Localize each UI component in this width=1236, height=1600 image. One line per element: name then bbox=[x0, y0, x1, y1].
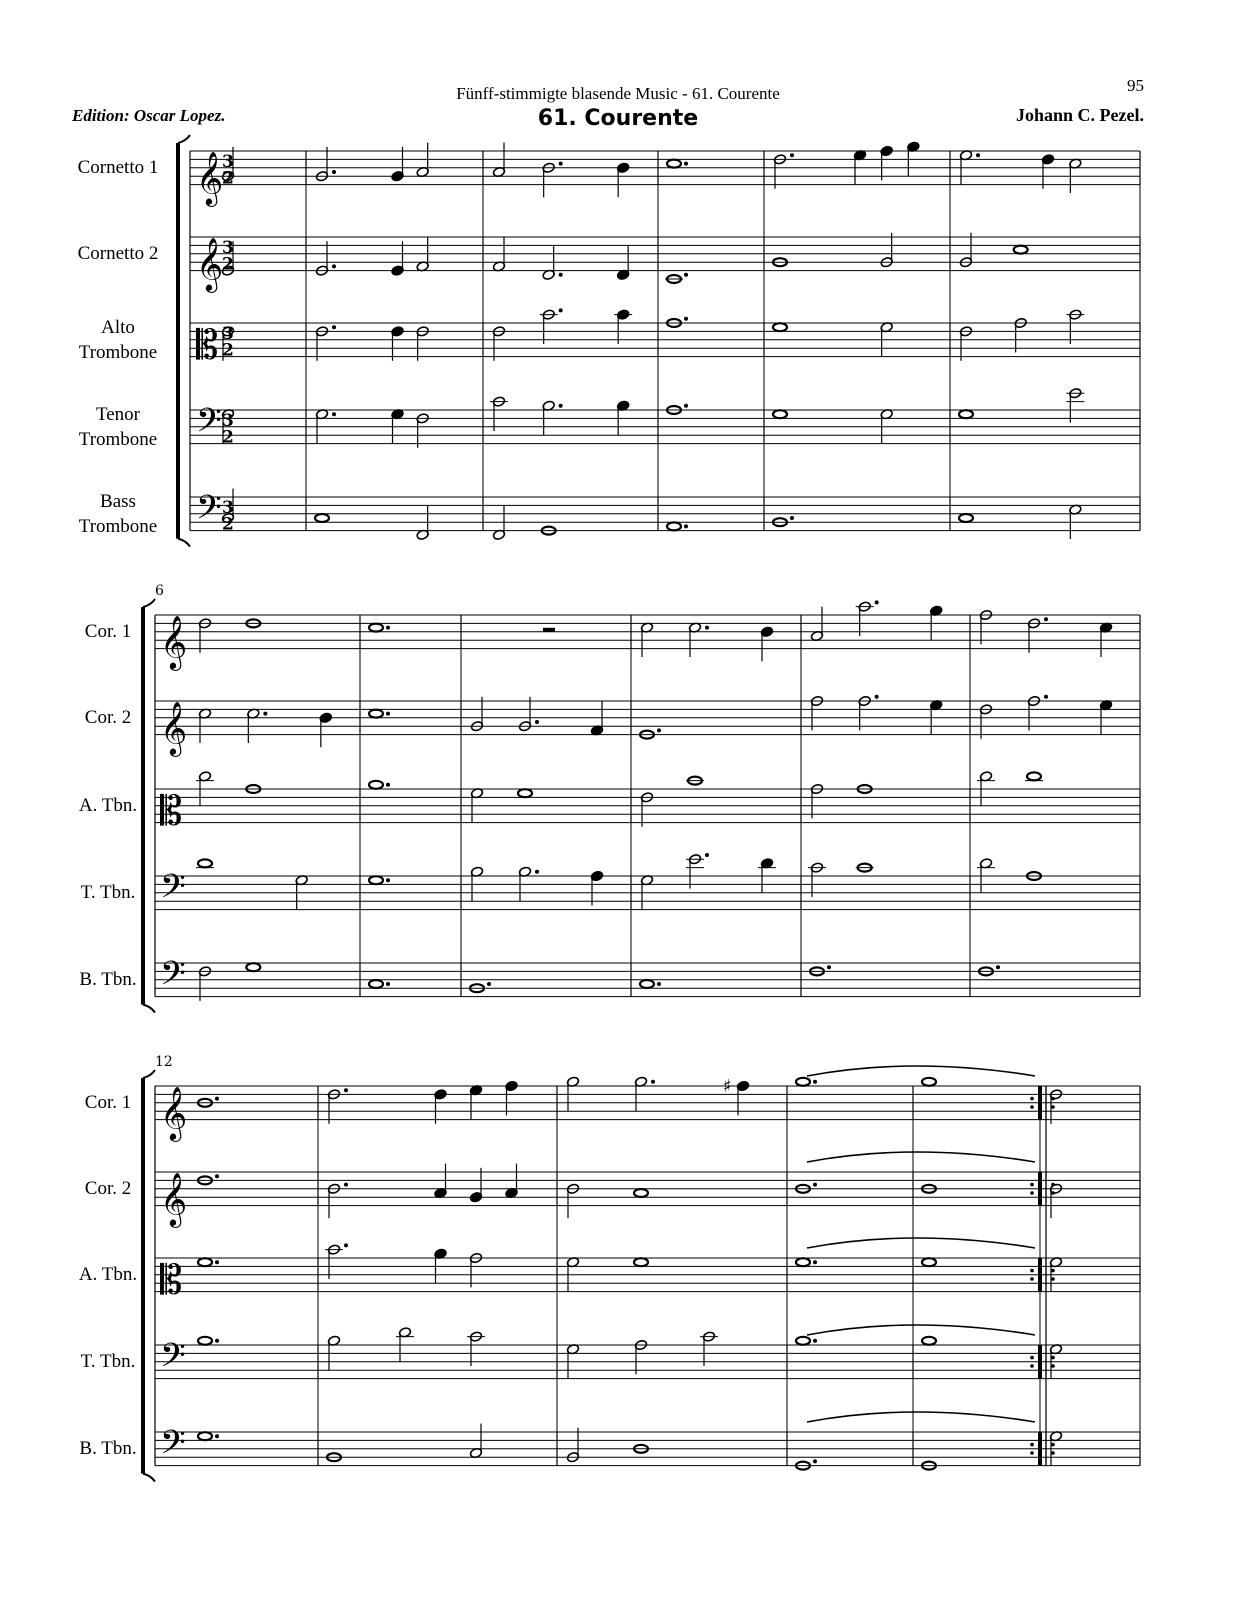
tie bbox=[807, 1325, 1035, 1335]
staff bbox=[155, 1412, 1140, 1470]
augmentation-dot bbox=[215, 1097, 219, 1101]
instrument-label-line: Trombone bbox=[78, 341, 158, 363]
instrument-label-line: A. Tbn. bbox=[78, 795, 138, 817]
repeat-dot bbox=[1051, 1277, 1055, 1281]
instrument-label-line: Cor. 1 bbox=[84, 621, 132, 643]
instrument-label-line: Cornetto 2 bbox=[77, 243, 159, 265]
augmentation-dot bbox=[705, 853, 709, 857]
augmentation-dot bbox=[535, 870, 539, 874]
augmentation-dot bbox=[705, 626, 709, 630]
instrument-label-line: Cor. 2 bbox=[84, 707, 132, 729]
augmentation-dot bbox=[332, 170, 336, 174]
note-head bbox=[369, 624, 383, 632]
note-head bbox=[796, 1258, 810, 1266]
system-1 bbox=[178, 135, 1140, 547]
note-head bbox=[198, 859, 212, 867]
time-signature-bottom: 2 bbox=[222, 427, 234, 448]
time-signature-bottom: 2 bbox=[222, 514, 234, 535]
note-head bbox=[922, 1078, 936, 1086]
note-head bbox=[1014, 246, 1028, 254]
bass-clef: 𝄢 bbox=[160, 868, 186, 915]
repeat-dot bbox=[1030, 1269, 1034, 1273]
augmentation-dot bbox=[487, 982, 491, 986]
instrument-label-line: B. Tbn. bbox=[79, 969, 137, 991]
augmentation-dot bbox=[386, 712, 390, 716]
time-signature-top: 3 bbox=[222, 497, 234, 518]
augmentation-dot bbox=[827, 965, 831, 969]
augmentation-dot bbox=[215, 1339, 219, 1343]
augmentation-dot bbox=[559, 273, 563, 277]
augmentation-dot bbox=[332, 325, 336, 329]
note-head bbox=[640, 980, 654, 988]
augmentation-dot bbox=[651, 1080, 655, 1084]
note-head bbox=[959, 514, 973, 522]
repeat-dot bbox=[1030, 1191, 1034, 1195]
alto-clef: 𝄡 bbox=[160, 788, 183, 835]
repeat-dot bbox=[1051, 1183, 1055, 1187]
augmentation-dot bbox=[657, 982, 661, 986]
augmentation-dot bbox=[684, 524, 688, 528]
note-head bbox=[369, 980, 383, 988]
staff bbox=[155, 695, 1140, 757]
note-head bbox=[1027, 772, 1041, 780]
instrument-label-line: B. Tbn. bbox=[79, 1438, 137, 1460]
instrument-label-line: Cor. 2 bbox=[84, 1178, 132, 1200]
repeat-dot bbox=[1051, 1451, 1055, 1455]
repeat-dot bbox=[1051, 1105, 1055, 1109]
sharp-accidental: ♯ bbox=[723, 1076, 732, 1097]
note-head bbox=[246, 963, 260, 971]
instrument-label-line: Cor. 1 bbox=[84, 1092, 132, 1114]
tie bbox=[807, 1412, 1035, 1422]
staff bbox=[190, 489, 1140, 541]
bracket-bottom bbox=[143, 1005, 155, 1013]
repeat-dot bbox=[1051, 1097, 1055, 1101]
time-signature-top: 3 bbox=[222, 410, 234, 431]
staff bbox=[155, 853, 1140, 914]
repeat-dot bbox=[1030, 1364, 1034, 1368]
staff bbox=[155, 955, 1140, 1001]
augmentation-dot bbox=[215, 1434, 219, 1438]
page-number: 95 bbox=[1127, 76, 1144, 95]
augmentation-dot bbox=[559, 404, 563, 408]
bass-clef: 𝄢 bbox=[196, 402, 222, 449]
note-head bbox=[369, 710, 383, 718]
repeat-dot bbox=[1030, 1097, 1034, 1101]
bracket-bottom bbox=[178, 539, 190, 547]
tie bbox=[807, 1066, 1035, 1076]
staff bbox=[155, 1066, 1140, 1142]
augmentation-dot bbox=[386, 783, 390, 787]
note-head bbox=[773, 323, 787, 331]
instrument-label-line: Alto bbox=[101, 316, 135, 338]
augmentation-dot bbox=[813, 1459, 817, 1463]
note-head bbox=[796, 1078, 810, 1086]
augmentation-dot bbox=[684, 317, 688, 321]
system-3 bbox=[143, 1054, 1140, 1482]
repeat-dot bbox=[1051, 1191, 1055, 1195]
augmentation-dot bbox=[684, 404, 688, 408]
treble-clef: 𝄞 bbox=[160, 700, 188, 755]
note-head bbox=[198, 1432, 212, 1440]
augmentation-dot bbox=[344, 1088, 348, 1092]
augmentation-dot bbox=[657, 728, 661, 732]
augmentation-dot bbox=[559, 162, 563, 166]
augmentation-dot bbox=[996, 965, 1000, 969]
bass-clef: 𝄢 bbox=[160, 955, 186, 1002]
note-head bbox=[959, 410, 973, 418]
measure-number: 6 bbox=[155, 583, 164, 599]
augmentation-dot bbox=[1044, 695, 1048, 699]
bracket-bottom bbox=[143, 1474, 155, 1482]
time-signature-bottom: 2 bbox=[222, 168, 234, 189]
repeat-dot bbox=[1030, 1451, 1034, 1455]
system-2 bbox=[143, 583, 1140, 1013]
edition-credit: Edition: Oscar Lopez. bbox=[72, 106, 226, 125]
running-header: Fünff-stimmigte blasende Music - 61. Courente bbox=[456, 84, 780, 103]
note-head bbox=[369, 876, 383, 884]
augmentation-dot bbox=[813, 1260, 817, 1264]
bracket-top bbox=[178, 135, 190, 143]
instrument-label-line: T. Tbn. bbox=[80, 882, 136, 904]
augmentation-dot bbox=[215, 1260, 219, 1264]
repeat-dot bbox=[1030, 1277, 1034, 1281]
note-head bbox=[369, 781, 383, 789]
note-head bbox=[922, 1337, 936, 1345]
augmentation-dot bbox=[344, 1183, 348, 1187]
augmentation-dot bbox=[976, 153, 980, 157]
instrument-label-line: Tenor bbox=[95, 403, 141, 425]
tie bbox=[807, 1238, 1035, 1248]
note-head bbox=[634, 1258, 648, 1266]
instrument-label-line: Trombone bbox=[78, 428, 158, 450]
staff bbox=[155, 1152, 1140, 1228]
note-head bbox=[198, 1258, 212, 1266]
treble-clef: 𝄞 bbox=[160, 614, 188, 669]
note-head bbox=[518, 789, 532, 797]
note-head bbox=[773, 410, 787, 418]
augmentation-dot bbox=[684, 273, 688, 277]
bracket-top bbox=[143, 599, 155, 607]
augmentation-dot bbox=[813, 1183, 817, 1187]
augmentation-dot bbox=[215, 1174, 219, 1178]
augmentation-dot bbox=[332, 412, 336, 416]
bracket-top bbox=[143, 1070, 155, 1078]
whole-rest bbox=[543, 628, 555, 632]
repeat-dot bbox=[1030, 1443, 1034, 1447]
instrument-label-line: A. Tbn. bbox=[78, 1264, 138, 1286]
treble-clef: 𝄞 bbox=[160, 1171, 188, 1226]
augmentation-dot bbox=[559, 308, 563, 312]
staff bbox=[190, 233, 1140, 293]
note-head bbox=[796, 1337, 810, 1345]
augmentation-dot bbox=[344, 1243, 348, 1247]
augmentation-dot bbox=[875, 695, 879, 699]
repeat-dot bbox=[1030, 1356, 1034, 1360]
time-signature-bottom: 2 bbox=[222, 254, 234, 275]
note-head bbox=[667, 160, 681, 168]
augmentation-dot bbox=[332, 264, 336, 268]
staff bbox=[155, 600, 1140, 670]
tie bbox=[807, 1152, 1035, 1162]
instrument-label-line: Bass bbox=[100, 490, 136, 512]
note-head bbox=[315, 514, 329, 522]
measure-number: 12 bbox=[155, 1054, 173, 1070]
augmentation-dot bbox=[790, 516, 794, 520]
staff bbox=[190, 308, 1140, 368]
staff bbox=[155, 1325, 1140, 1383]
augmentation-dot bbox=[1044, 617, 1048, 621]
time-signature-top: 3 bbox=[222, 151, 234, 172]
time-signature-top: 3 bbox=[222, 237, 234, 258]
repeat-dot bbox=[1030, 1183, 1034, 1187]
augmentation-dot bbox=[386, 878, 390, 882]
augmentation-dot bbox=[813, 1080, 817, 1084]
composer-credit: Johann C. Pezel. bbox=[1016, 105, 1144, 125]
staff bbox=[190, 141, 1140, 206]
treble-clef: 𝄞 bbox=[196, 150, 224, 205]
repeat-dot bbox=[1051, 1356, 1055, 1360]
augmentation-dot bbox=[790, 153, 794, 157]
time-signature-top: 3 bbox=[222, 323, 234, 344]
augmentation-dot bbox=[875, 600, 879, 604]
alto-clef: 𝄡 bbox=[160, 1257, 183, 1304]
note-head bbox=[667, 522, 681, 530]
piece-title: 61. Courente bbox=[537, 106, 699, 131]
time-signature-bottom: 2 bbox=[222, 340, 234, 361]
note-head bbox=[198, 1337, 212, 1345]
augmentation-dot bbox=[684, 162, 688, 166]
staff bbox=[155, 771, 1140, 835]
augmentation-dot bbox=[813, 1339, 817, 1343]
augmentation-dot bbox=[263, 712, 267, 716]
augmentation-dot bbox=[535, 720, 539, 724]
note-head bbox=[922, 1258, 936, 1266]
instrument-label-line: Cornetto 1 bbox=[77, 157, 159, 179]
treble-clef: 𝄞 bbox=[196, 236, 224, 291]
note-head bbox=[634, 1189, 648, 1197]
repeat-dot bbox=[1051, 1443, 1055, 1447]
repeat-dot bbox=[1030, 1105, 1034, 1109]
treble-clef: 𝄞 bbox=[160, 1085, 188, 1140]
staff bbox=[155, 1238, 1140, 1304]
instrument-label-line: Trombone bbox=[78, 515, 158, 537]
bass-clef: 𝄢 bbox=[160, 1337, 186, 1384]
alto-clef: 𝄡 bbox=[196, 322, 219, 369]
augmentation-dot bbox=[386, 982, 390, 986]
bass-clef: 𝄢 bbox=[160, 1424, 186, 1471]
staff bbox=[190, 388, 1140, 449]
bass-clef: 𝄢 bbox=[196, 489, 222, 536]
augmentation-dot bbox=[386, 626, 390, 630]
repeat-dot bbox=[1051, 1269, 1055, 1273]
instrument-label-line: T. Tbn. bbox=[80, 1351, 136, 1373]
repeat-dot bbox=[1051, 1364, 1055, 1368]
